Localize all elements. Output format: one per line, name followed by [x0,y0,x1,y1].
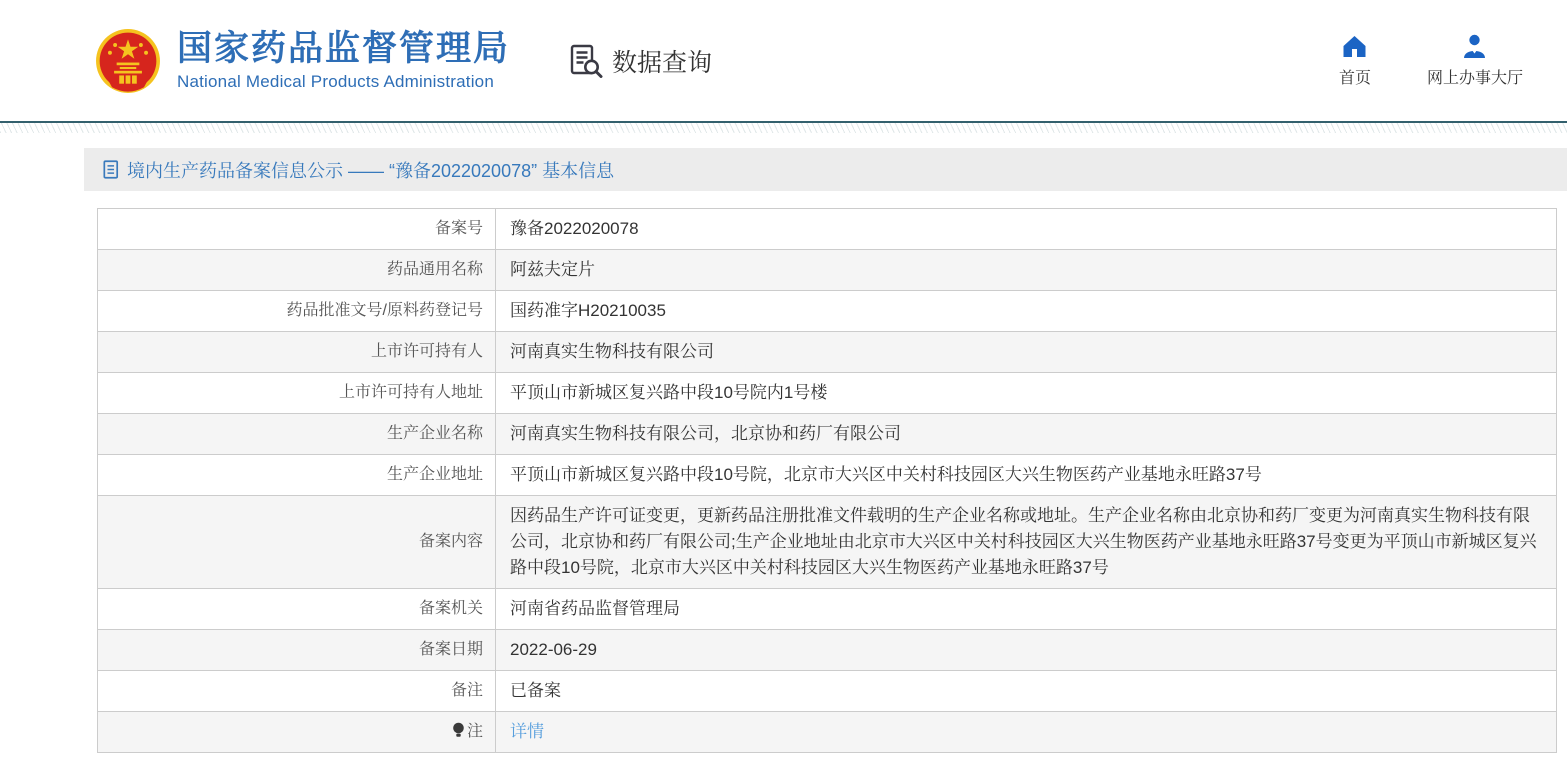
table-row [98,671,1557,712]
org-name: 国家药品监督管理局 [177,29,511,68]
table-row [98,373,1557,414]
detail-link[interactable]: 详情 [510,722,544,741]
row-value: 阿兹夫定片 [496,250,1557,291]
row-value: 已备案 [496,671,1557,712]
nav-item-service-hall[interactable] [1427,34,1523,88]
row-value: 河南省药品监督管理局 [496,589,1557,630]
row-label: 备案机关 [98,589,496,630]
org-name-en: National Medical Products Administration [177,72,494,91]
table-row [98,496,1557,589]
document-icon [103,160,120,179]
org-name-block [177,29,510,92]
row-value: 河南真实生物科技有限公司，北京协和药厂有限公司 [496,414,1557,455]
row-label: 上市许可持有人 [98,332,496,373]
table-row [98,589,1557,630]
table-row [98,291,1557,332]
row-label: 注 [98,712,496,753]
row-value: 河南真实生物科技有限公司 [496,332,1557,373]
table-row [98,332,1557,373]
data-query-section[interactable] [566,43,712,79]
home-icon [1341,34,1368,58]
row-label: 药品通用名称 [98,250,496,291]
row-value: 豫备2022020078 [496,209,1557,250]
nav-service-hall-label: 网上办事大厅 [1426,69,1523,87]
national-emblem-icon [95,28,161,94]
table-row [98,455,1557,496]
row-value: 国药准字H20210035 [496,291,1557,332]
table-row [98,414,1557,455]
bulb-icon [452,722,465,738]
table-row [98,712,1557,753]
data-query-icon [566,44,604,78]
nav-home-label: 首页 [1338,69,1371,87]
row-label: 备案号 [98,209,496,250]
row-label: 备注 [98,671,496,712]
page-title: 境内生产药品备案信息公示 —— “豫备2022020078” 基本信息 [127,160,615,181]
row-label: 备案内容 [98,496,496,589]
row-label: 生产企业名称 [98,414,496,455]
info-table [97,208,1557,753]
user-icon [1461,34,1488,58]
data-query-label: 数据查询 [612,48,713,77]
row-value: 2022-06-29 [496,630,1557,671]
table-row [98,209,1557,250]
row-label: 生产企业地址 [98,455,496,496]
row-label: 备案日期 [98,630,496,671]
row-value: 平顶山市新城区复兴路中段10号院内1号楼 [496,373,1557,414]
row-value: 因药品生产许可证变更，更新药品注册批准文件载明的生产企业名称或地址。生产企业名称由北京协和药厂变更为河南真实生物科技有限公司，北京协和药厂有限公司;生产企业地址由北京市大兴区中关村科技园区大兴生物医药产业基地永旺路37号变更为平顶山市新城区复兴路中段10号院，北京市大兴区中关村科技园区大兴生物医药产业基地永旺路37号 [496,496,1557,589]
main-content [84,148,1567,753]
nav-item-home[interactable] [1339,34,1371,88]
page-title-bar [84,148,1567,191]
row-label: 药品批准文号/原料药登记号 [98,291,496,332]
row-value: 平顶山市新城区复兴路中段10号院，北京市大兴区中关村科技园区大兴生物医药产业基地永旺路37号 [496,455,1557,496]
header [0,0,1567,121]
row-label: 上市许可持有人地址 [98,373,496,414]
table-row [98,630,1557,671]
divider-band [0,121,1567,133]
table-row [98,250,1557,291]
npma-logo[interactable] [95,28,510,94]
header-nav [1339,34,1523,88]
row-value [496,712,1557,753]
